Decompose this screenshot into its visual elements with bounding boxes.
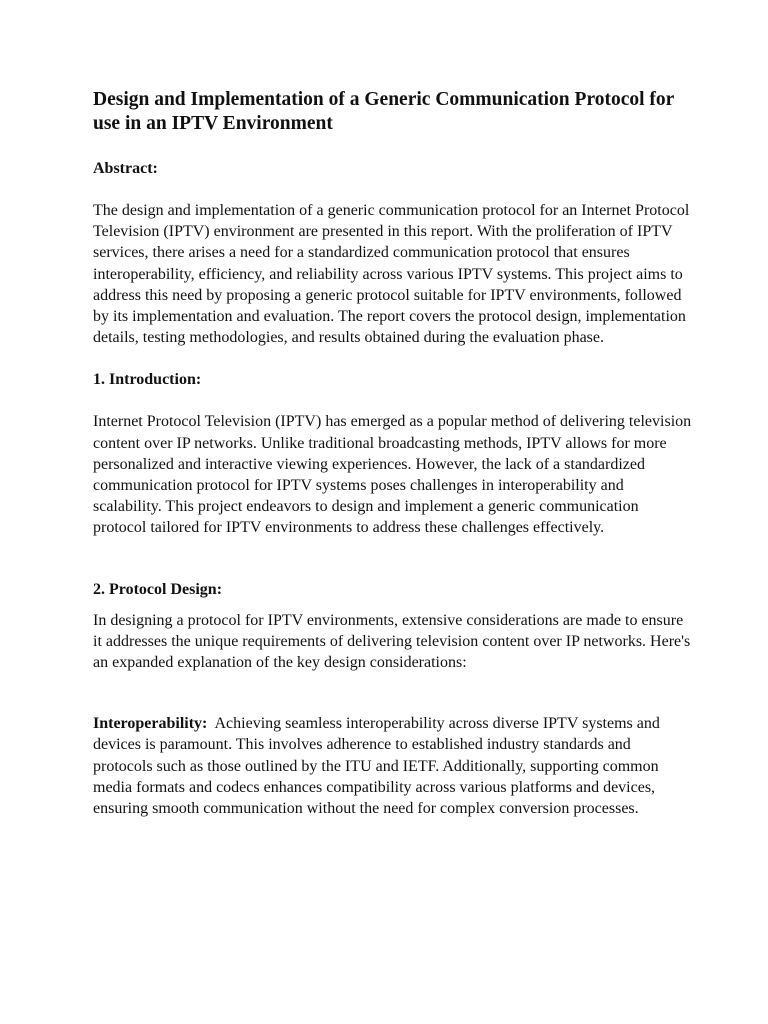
document-page bbox=[93, 88, 693, 819]
abstract-heading: Abstract: bbox=[93, 160, 158, 177]
protocol-design-heading: 2. Protocol Design: bbox=[93, 580, 223, 598]
abstract-paragraph: The design and implementation of a generic communication protocol for an Internet Protocol Television (IPTV) environment are presented in this report. With the proliferation of IPTV services, there arises a need for a standardized communication protocol that ensures interoperability, efficiency, and reliability across various IPTV systems. This project aims to address this need by proposing a generic protocol suitable for IPTV environments, followed by its implementation and evaluation. The report covers the protocol design, implementation details, testing methodologies, and results obtained during the evaluation phase. bbox=[93, 202, 690, 347]
interoperability-term: Interoperability: bbox=[93, 715, 208, 733]
introduction-heading: 1. Introduction: bbox=[93, 371, 202, 389]
interoperability-paragraph bbox=[93, 713, 693, 819]
document-title: Design and Implementation of a Generic Communication Protocol for use in an IPTV Environment bbox=[93, 89, 674, 134]
protocol-design-paragraph: In designing a protocol for IPTV environments, extensive considerations are made to ensure it addresses the unique requirements of delivering television content over IP networks. Here's an expanded explanation of the key design considerations: bbox=[93, 611, 691, 672]
introduction-paragraph: Internet Protocol Television (IPTV) has emerged as a popular method of delivering television content over IP networks. Unlike traditional broadcasting methods, IPTV allows for more personalized and interactive viewing experiences. However, the lack of a standardized communication protocol for IPTV systems poses challenges in interoperability and scalability. This project endeavors to design and implement a generic communication protocol tailored for IPTV environments to address these challenges effectively. bbox=[93, 413, 692, 537]
interoperability-text: Achieving seamless interoperability across diverse IPTV systems and devices is paramount. This involves adherence to established industry standards and protocols such as those outlined by the ITU and IETF. Additionally, supporting common media formats and codecs enhances compatibility across various platforms and devices, ensuring smooth communication without the need for complex conversion processes. bbox=[93, 715, 660, 818]
